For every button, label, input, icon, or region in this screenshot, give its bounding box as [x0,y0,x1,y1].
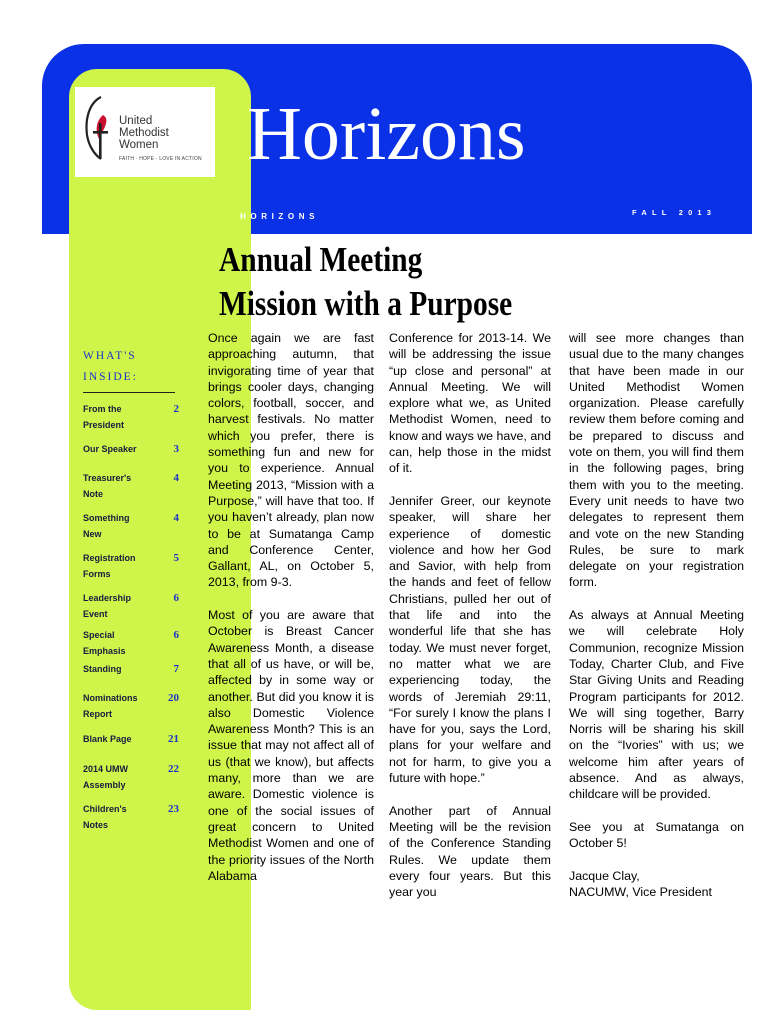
toc-item-page: 4 [173,472,179,484]
article-paragraph: See you at Sumatanga on October 5! [569,819,744,851]
toc-item-label: Something New [83,513,130,539]
logo-name-line: Methodist [119,127,169,139]
toc-item-label: Blank Page [83,734,132,744]
toc-item-label: Nominations Report [83,693,138,719]
article-paragraph: Most of you are aware that October is Breast Cancer Awareness Month, a disease that all of us have, or will be, affected by in some way or another. But did you know it is also Domestic Violence Awareness Month? This is an issue that may not affect all of us (that we know), but affects many, more than we are aware. Domestic violence is one of the social issues of great concern to United Methodist Women and one of the priority issues of the North Alabama [208,608,374,883]
logo-name-line: Women [119,139,159,151]
issue-date: FALL 2013 [632,208,717,217]
article-column-2 [389,330,551,917]
toc-item-label: Special Emphasis [83,630,126,656]
newsletter-title: Horizons [247,92,526,176]
logo-name-line: United [119,115,153,127]
cross-flame-icon [81,93,111,163]
article-paragraph: Conference for 2013-14. We will be addressing the issue “up close and personal” at Annual Meeting. We will explore what we, as United Methodist Women, need to know and ways we have, and can, help those in the midst of it. [389,331,551,476]
toc-item-page: 4 [173,512,179,524]
toc-item-label: Leadership Event [83,593,132,619]
masthead-label: HORIZONS [240,212,320,221]
toc-item-page: 3 [173,443,179,455]
headline-line: Annual Meeting [219,240,423,279]
logo-name [119,115,169,151]
toc-heading-line: WHAT'S [83,350,137,362]
article-paragraph: will see more changes than usual due to the many changes that have been made in our United Methodist Women organization. Please carefully review them before coming and be prepared to discuss and vote on them, you will find them in the following pages, bring them with you to the meeting. Every unit needs to have two delegates to represent them and vote on the new Standing Rules, be sure to mark delegate on your registration form. [569,331,744,590]
toc-item-label: Treasurer's Note [83,473,132,499]
signature-name: Jacque Clay, [569,868,640,883]
article-column-1 [208,330,374,900]
toc-item-page: 21 [168,733,179,745]
toc-item-page: 22 [168,763,179,775]
toc-item-page: 6 [173,629,179,641]
toc-item-page: 20 [168,692,179,704]
toc-item-label: Registration Forms [83,553,136,579]
toc-item-page: 5 [173,552,179,564]
toc-item-label: Children's Notes [83,804,127,830]
article-paragraph: Another part of Annual Meeting will be the revision of the Conference Standing Rules. We update them every four years. But this year you [389,803,551,900]
logo-tagline: FAITH · HOPE · LOVE IN ACTION [119,156,202,162]
article-column-3 [569,330,744,900]
article-headline [219,238,664,326]
toc-item-page: 7 [173,663,179,675]
toc-item-page: 6 [173,592,179,604]
signature-title: NACUMW, Vice President [569,885,712,900]
toc-item-label: 2014 UMW Assembly [83,764,129,790]
article-paragraph: As always at Annual Meeting we will celebrate Holy Communion, recognize Mission Today, Charter Club, and Five Star Giving Units and Reading Program participants for 2012. We will sing together, Barry Norris will be sharing his skill on the “Ivories” with us; we welcome him after years of absence. And as always, childcare will be provided. [569,608,744,802]
toc-divider [83,392,175,393]
toc-item-label: Our Speaker [83,444,137,454]
toc-item-label: Standing [83,664,122,674]
article-paragraph: Jennifer Greer, our keynote speaker, will share her experience of domestic violence and how her God and Savior, with help from the hands and feet of fellow Christians, pulled her out of that life and into the wonderful life that she has today. We must never forget, no matter what we are experiencing today, the words of Jeremiah 29:11, “For surely I know the plans I have for you, says the Lord, plans for your welfare and not for harm, to give you a future with hope.” [389,493,551,786]
toc-item-label: From the President [83,404,125,430]
toc-heading [83,346,175,388]
headline-line: Mission with a Purpose [219,284,513,323]
umw-logo [75,87,215,177]
toc-heading-line: INSIDE: [83,371,138,383]
toc-item-page: 2 [173,403,179,415]
article-paragraph: Once again we are fast approaching autumn, that invigorating time of year that brings cooler days, changing colors, football, soccer, and harvest festivals. No matter which you prefer, there is something fun and new for you to experience. Annual Meeting 2013, “Mission with a Purpose,” will have that too. If you haven’t already, plan now to be at Sumatanga Camp and Conference Center, Gallant, AL, on October 5, 2013, from 9-3. [208,331,374,590]
toc-item-page: 23 [168,803,179,815]
